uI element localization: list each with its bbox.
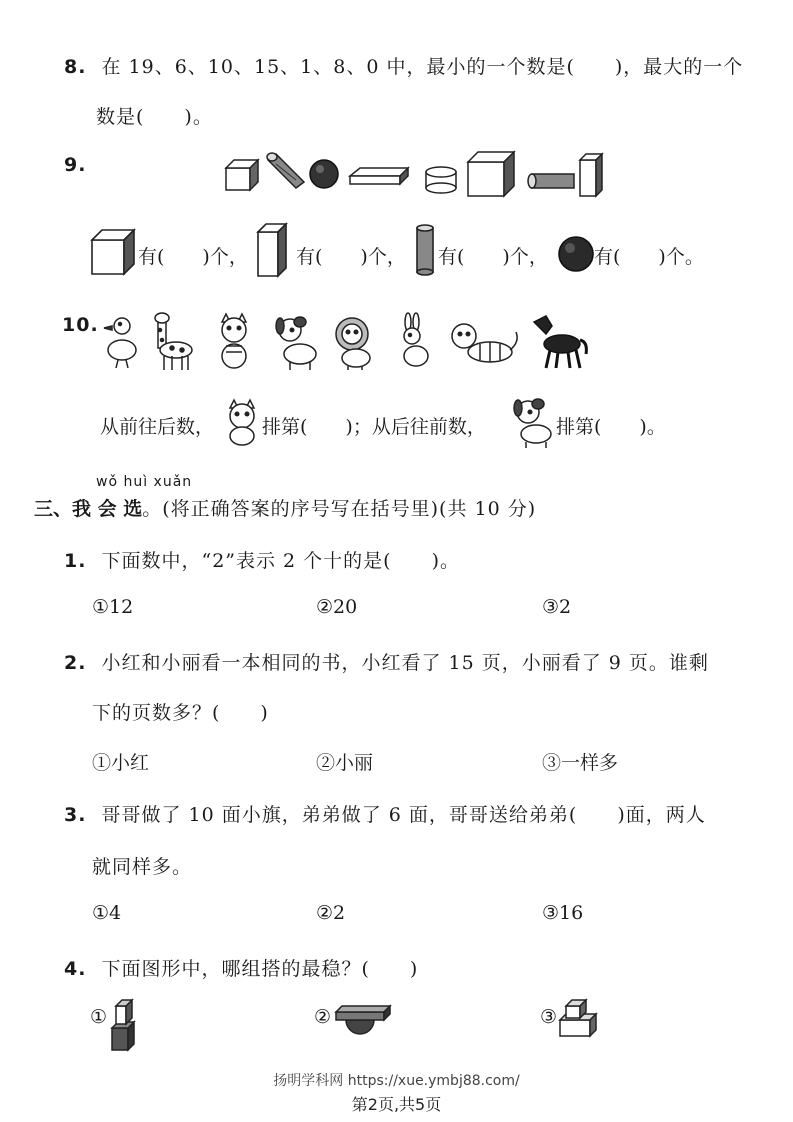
count-label-sphere: 有( )个。 — [594, 246, 704, 268]
cylinder-icon — [267, 153, 304, 188]
q10-text-c: 排第( )。 — [556, 416, 666, 438]
q9-number — [64, 154, 86, 176]
option-2: ②20 — [316, 596, 358, 618]
count-label-cube: 有( )个， — [138, 246, 248, 268]
sphere-icon — [310, 160, 338, 188]
giraffe-icon — [155, 313, 192, 370]
section-title: 三、我 会 选 — [34, 498, 143, 520]
option-2: ②2 — [316, 902, 346, 924]
s3q3-line2 — [92, 852, 192, 879]
footer-site: 扬明学科网 https://xue.ymbj88.com/ — [273, 1073, 520, 1089]
question-text: 哥哥做了 10 面小旗，弟弟做了 6 面，哥哥送给弟弟( )面，两人 — [101, 804, 706, 826]
dog-icon — [510, 396, 556, 448]
option-3: ③ — [540, 1006, 558, 1028]
option-1: ①12 — [92, 596, 134, 618]
cube-icon — [468, 152, 514, 196]
cylinder-icon — [414, 222, 438, 278]
section-pinyin: wǒ huì xuǎn — [96, 474, 193, 490]
s3q3-line1 — [64, 800, 706, 827]
question-number: 4. — [64, 958, 87, 980]
s3q2-line2 — [92, 698, 269, 725]
question-number: 8. — [64, 56, 87, 78]
cylinder-icon — [426, 167, 456, 193]
q10-text-a: 从前往后数， — [100, 416, 215, 438]
question-number: 10. — [62, 314, 99, 336]
dog-icon — [276, 317, 316, 370]
cube-icon — [226, 160, 258, 190]
cat-icon — [222, 398, 262, 446]
option-3: ③16 — [542, 902, 584, 924]
question-text: 在 19、6、10、15、1、8、0 中，最小的一个数是( )，最大的一个 — [101, 56, 744, 78]
question-text: 下面数中，“2”表示 2 个十的是( )。 — [101, 550, 461, 572]
option-2: ② — [314, 1006, 332, 1028]
option-1: ①小红 — [92, 752, 150, 774]
question-number: 1. — [64, 550, 87, 572]
duck-icon — [104, 318, 136, 368]
cube-on-box-icon — [558, 998, 602, 1038]
question-text: 小红和小丽看一本相同的书，小红看了 15 页，小丽看了 9 页。谁剩 — [101, 652, 709, 674]
s3q1-line — [64, 546, 460, 573]
lion-icon — [336, 318, 370, 370]
s3q4-line — [64, 954, 418, 981]
option-3: ③一样多 — [542, 752, 619, 774]
section-note: 。(将正确答案的序号写在括号里)(共 10 分) — [142, 498, 537, 520]
option-1: ① — [90, 1006, 108, 1028]
stacked-cuboids-icon — [108, 998, 142, 1052]
footer-page-number: 第2页,共5页 — [351, 1095, 442, 1114]
question-text: 下的页数多？( ) — [92, 702, 269, 724]
count-label-cuboid: 有( )个， — [296, 246, 406, 268]
tiger-icon — [452, 324, 517, 362]
question-number: 3. — [64, 804, 87, 826]
option-2: ②小丽 — [316, 752, 374, 774]
sphere-icon — [556, 234, 596, 274]
cuboid-icon — [580, 154, 602, 196]
question-number: 9. — [64, 154, 87, 176]
cylinder-icon — [528, 174, 574, 188]
question-text: 下面图形中，哪组搭的最稳？( ) — [101, 958, 419, 980]
count-label-cylinder: 有( )个， — [438, 246, 548, 268]
section-header — [34, 494, 536, 521]
cat-icon — [222, 314, 246, 368]
option-1: ①4 — [92, 902, 122, 924]
s3q2-line1 — [64, 648, 709, 675]
horse-icon — [534, 316, 586, 368]
solids-row — [220, 150, 620, 200]
option-3: ③2 — [542, 596, 572, 618]
cuboid-icon — [350, 168, 408, 184]
animals-row — [100, 312, 590, 372]
rabbit-icon — [404, 313, 428, 366]
q10-text-b: 排第( )；从后往前数， — [262, 416, 486, 438]
q10-number — [62, 314, 99, 336]
question-number: 2. — [64, 652, 87, 674]
question-text: 就同样多。 — [92, 856, 193, 878]
q8-line1 — [64, 52, 743, 79]
q8-line2 — [96, 102, 213, 129]
cuboid-icon — [256, 222, 296, 278]
question-text: 数是( )。 — [96, 106, 213, 128]
board-on-sphere-icon — [332, 1002, 392, 1042]
cube-icon — [90, 228, 138, 276]
